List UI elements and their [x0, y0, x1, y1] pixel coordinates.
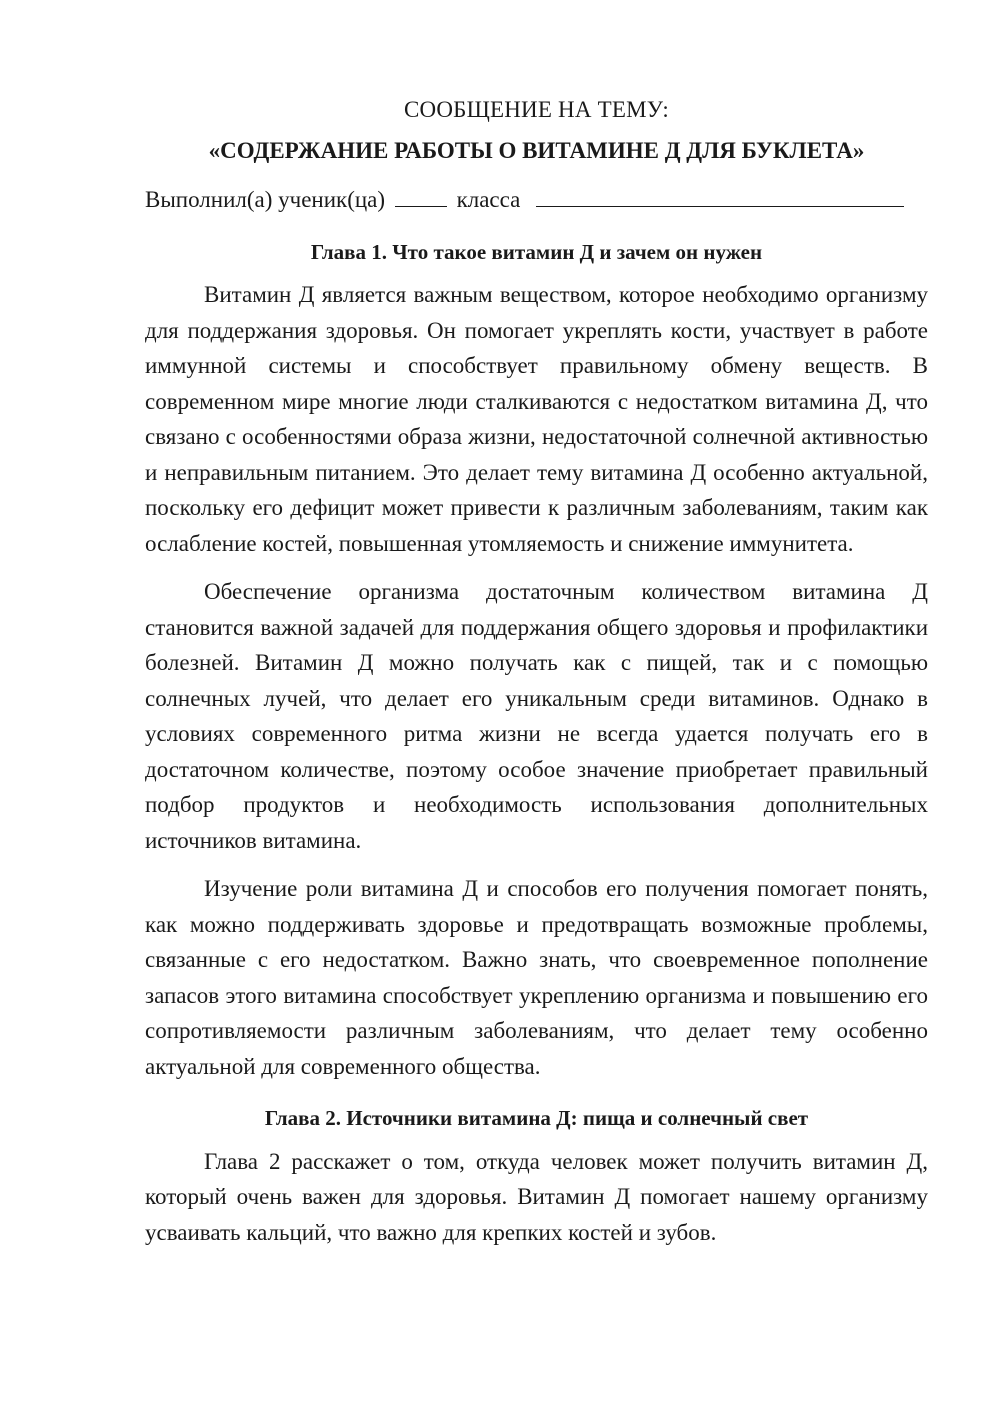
document-title: «СОДЕРЖАНИЕ РАБОТЫ О ВИТАМИНЕ Д ДЛЯ БУКЛЕТА» [208, 137, 865, 163]
chapter-1-paragraph: Витамин Д является важным веществом, которое необходимо организму для поддержания здоровья. Он помогает укреплять кости, участвует в работе иммунной системы и способствует правильному обмену веществ. В современном мире многие люди сталкиваются с недостатком витамина Д, что связано с особенностями образа жизни, недостаточной солнечной активностью и неправильным питанием. Это делает тему витамина Д особенно актуальной, поскольку его дефицит может привести к различным заболеваниям, таким как ослабление костей, повышенная утомляемость и снижение иммунитета. [145, 282, 928, 556]
student-name-blank [536, 184, 904, 207]
chapter-1-paragraph: Изучение роли витамина Д и способов его получения помогает понять, как можно поддерживать здоровье и предотвращать возможные проблемы, связанные с его недостатком. Важно знать, что своевременное пополнение запасов этого витамина способствует укреплению организма и повышению его сопротивляемости различным заболеваниям, что делает тему особенно актуальной для современного общества. [145, 876, 928, 1079]
chapter-2-paragraph: Глава 2 расскажет о том, откуда человек может получить витамин Д, который очень важен для здоровья. Витамин Д помогает нашему организму усваивать кальций, что важно для крепких костей и зубов. [145, 1148, 928, 1245]
class-number-blank [395, 184, 447, 207]
chapter-1-paragraph: Обеспечение организма достаточным количеством витамина Д становится важной задачей для поддержания общего здоровья и профилактики болезней. Витамин Д можно получать как с пищей, так и с помощью солнечных лучей, что делает его уникальным среди витаминов. Однако в условиях современного ритма жизни не всегда удается получать его в достаточном количестве, поэтому особое значение приобретает правильный подбор продуктов и необходимость использования дополнительных источников витамина. [145, 579, 928, 853]
author-line [145, 182, 928, 218]
topic-line: СООБЩЕНИЕ НА ТЕМУ: [404, 97, 669, 122]
chapter-2-heading: Глава 2. Источники витамина Д: пища и солнечный свет [264, 1106, 809, 1130]
author-label: Выполнил(а) ученик(ца) [145, 187, 386, 212]
chapter-1-heading: Глава 1. Что такое витамин Д и зачем он нужен [310, 239, 763, 264]
document-page [145, 92, 928, 1263]
class-label: класса [456, 187, 521, 212]
